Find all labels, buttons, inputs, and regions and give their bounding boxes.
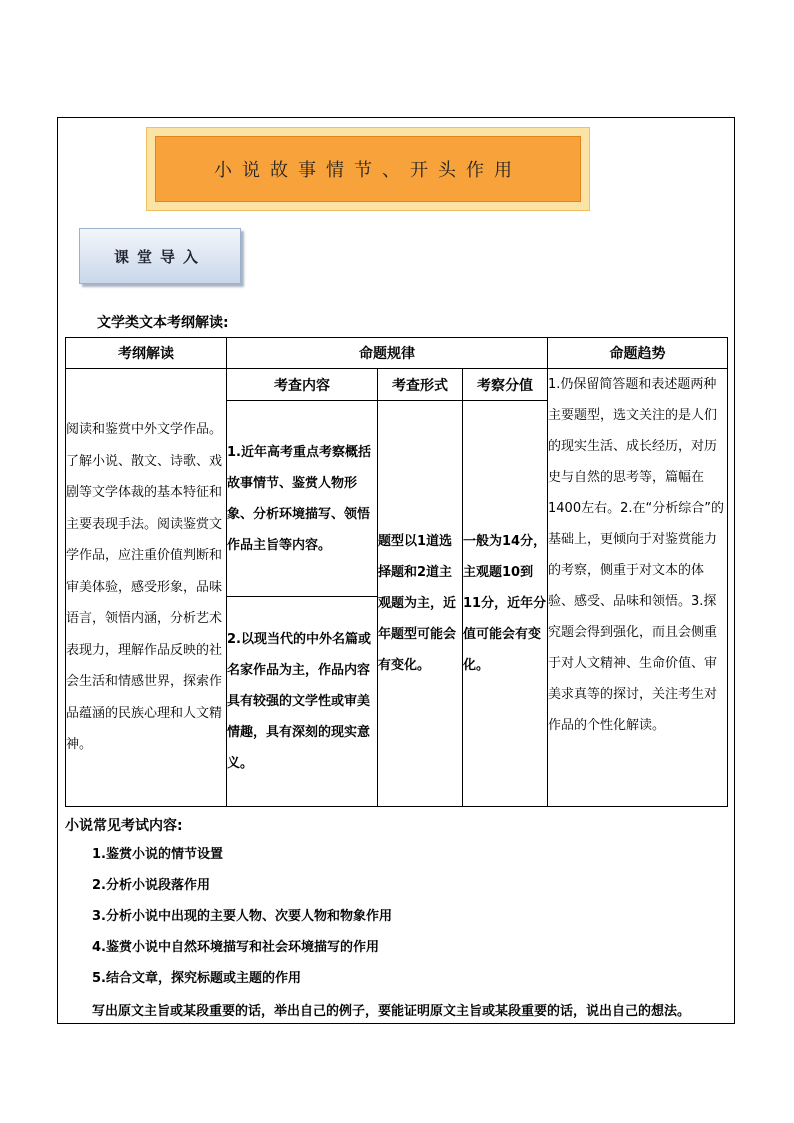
trend-cell: 1.仍保留简答题和表述题两种主要题型，选文关注的是人们的现实生活、成长经历，对历史与自然的思考等，篇幅在1400左右。2.在“分析综合”的基础上，更倾向于对鉴赏能力的考察，侧重于对文本的体验、感受、品味和领悟。3.探究题会得到强化，而且会侧重于对人文精神、生命价值、审美求真等的探讨，关注考生对作品的个性化解读。 [548, 369, 728, 807]
intro-button[interactable] [79, 228, 241, 284]
list-item: 2.分析小说段落作用 [92, 878, 210, 893]
page-title: 小说故事情节、开头作用 [214, 160, 522, 181]
subheader-score: 考察分值 [463, 369, 548, 401]
subheader-content: 考查内容 [227, 369, 378, 401]
header-outline: 考纲解读 [66, 338, 227, 369]
subheader-form: 考查形式 [378, 369, 463, 401]
content-cell-2: 2.以现当代的中外名篇或名家作品为主，作品内容具有较强的文学性或审美情趣，具有深刻的现实意义。 [227, 597, 378, 807]
exam-heading: 小说常见考试内容: [65, 818, 183, 834]
header-rules: 命题规律 [227, 338, 548, 369]
final-line: 写出原文主旨或某段重要的话，举出自己的例子，要能证明原文主旨或某段重要的话，说出自己的想法。 [92, 1004, 691, 1019]
list-item: 3.分析小说中出现的主要人物、次要人物和物象作用 [92, 909, 392, 924]
intro-button-label: 课堂导入 [113, 247, 206, 266]
list-item: 1.鉴赏小说的情节设置 [92, 847, 223, 862]
content-cell-1: 1.近年高考重点考察概括故事情节、鉴赏人物形象、分析环境描写、领悟作品主旨等内容。 [227, 401, 378, 597]
title-banner-inner [155, 136, 581, 202]
outline-cell: 阅读和鉴赏中外文学作品。了解小说、散文、诗歌、戏剧等文学体裁的基本特征和主要表现手法。阅读鉴赏文学作品，应注重价值判断和审美体验，感受形象，品味语言，领悟内涵，分析艺术表现力，理解作品反映的社会生活和情感世界，探索作品蕴涵的民族心理和人文精神。 [66, 369, 227, 807]
title-banner [146, 127, 590, 211]
exam-list [92, 845, 392, 1000]
form-cell: 题型以1道选择题和2道主观题为主，近年题型可能会有变化。 [378, 401, 463, 807]
score-cell: 一般为14分，主观题10到11分，近年分值可能会有变化。 [463, 401, 548, 807]
list-item: 4.鉴赏小说中自然环境描写和社会环境描写的作用 [92, 940, 379, 955]
exam-outline-table [65, 337, 728, 807]
list-item: 5.结合文章，探究标题或主题的作用 [92, 971, 301, 986]
header-trend: 命题趋势 [548, 338, 728, 369]
section-heading: 文学类文本考纲解读: [97, 315, 229, 331]
